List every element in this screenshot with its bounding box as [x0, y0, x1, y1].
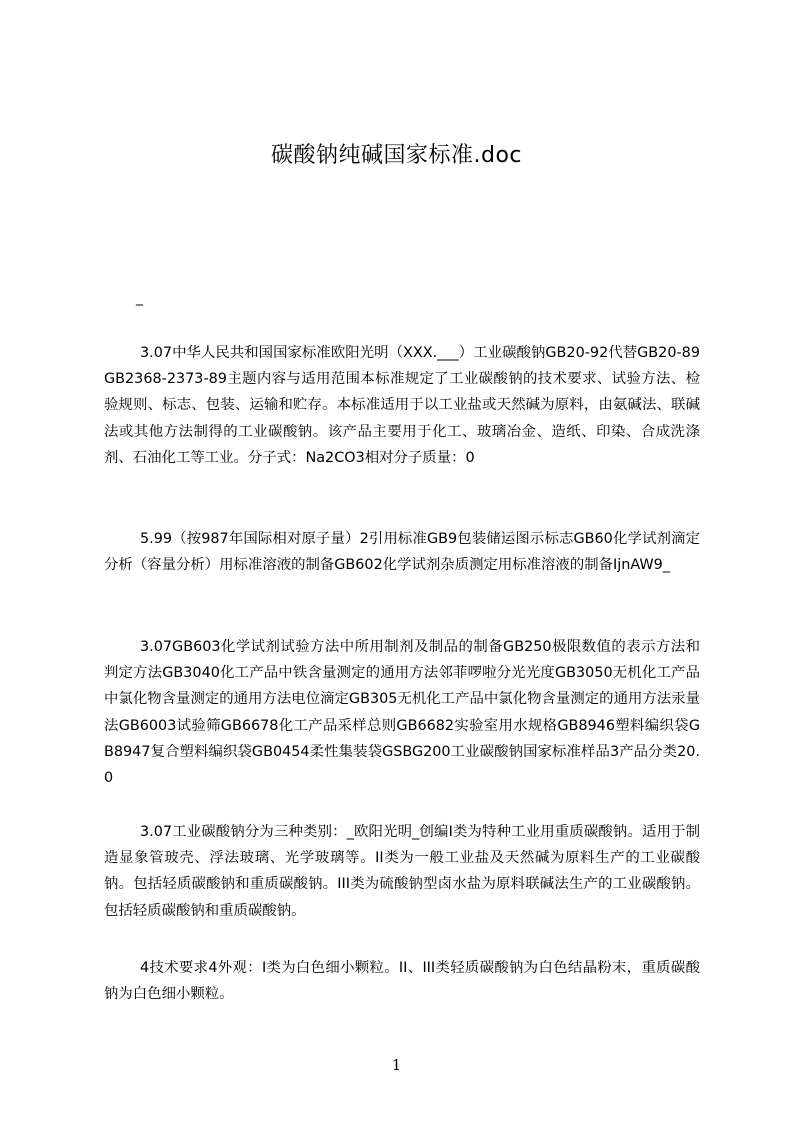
paragraph-4: 3.07工业碳酸钠分为三种类别：_欧阳光明_创编I类为特种工业用重质碳酸钠。适用于制造显象管玻壳、浮法玻璃、光学玻璃等。II类为一般工业盐及天然碱为原料生产的工业碳酸钠。包括轻质碳酸钠和重质碳酸钠。III类为硫酸钠型卤水盐为原料联碱法生产的工业碳酸钠。包括轻质碳酸钠和重质碳酸钠。 [104, 824, 700, 919]
paragraph-5: 4技术要求4外观：I类为白色细小颗粒。II、III类轻质碳酸钠为白色结晶粉末，重质碳酸钠为白色细小颗粒。 [104, 960, 700, 1003]
paragraph-1: 3.07中华人民共和国国家标准欧阳光明（XXX.___）工业碳酸钠GB20-92代替GB20-89GB2368-2373-89主题内容与适用范围本标准规定了工业碳酸钠的技术要求、试验方法、检验规则、标志、包装、运输和贮存。本标准适用于以工业盐或天然碱为原料，由氨碱法、联碱法或其他方法制得的工业碳酸钠。该产品主要用于化工、玻璃冶金、造纸、印染、合成洗涤剂、石油化工等工业。分子式：Na2CO3相对分子质量：0 [104, 345, 700, 466]
document-title: 碳酸钠纯碱国家标准.doc [270, 143, 522, 168]
underscore-marker: _ [136, 290, 143, 306]
paragraph-3: 3.07GB603化学试剂试验方法中所用制剂及制品的制备GB250极限数值的表示方法和判定方法GB3040化工产品中铁含量测定的通用方法邻菲啰啦分光光度GB3050无机化工产品中氯化物含量测定的通用方法电位滴定GB305无机化工产品中氯化物含量测定的通用方法汞量法GB6003试验筛GB6678化工产品采样总则GB6682实验室用水规格GB8946塑料编织袋GB8947复合塑料编织袋GB0454柔性集装袋GSBG200工业碳酸钠国家标准样品3产品分类20.0 [104, 639, 700, 787]
page-number: 1 [391, 1056, 402, 1074]
paragraph-2: 5.99（按987年国际相对原子量）2引用标准GB9包装储运图示标志GB60化学试剂滴定分析（容量分析）用标准溶液的制备GB602化学试剂杂质测定用标准溶液的制备IjnAW9_ [104, 531, 700, 574]
